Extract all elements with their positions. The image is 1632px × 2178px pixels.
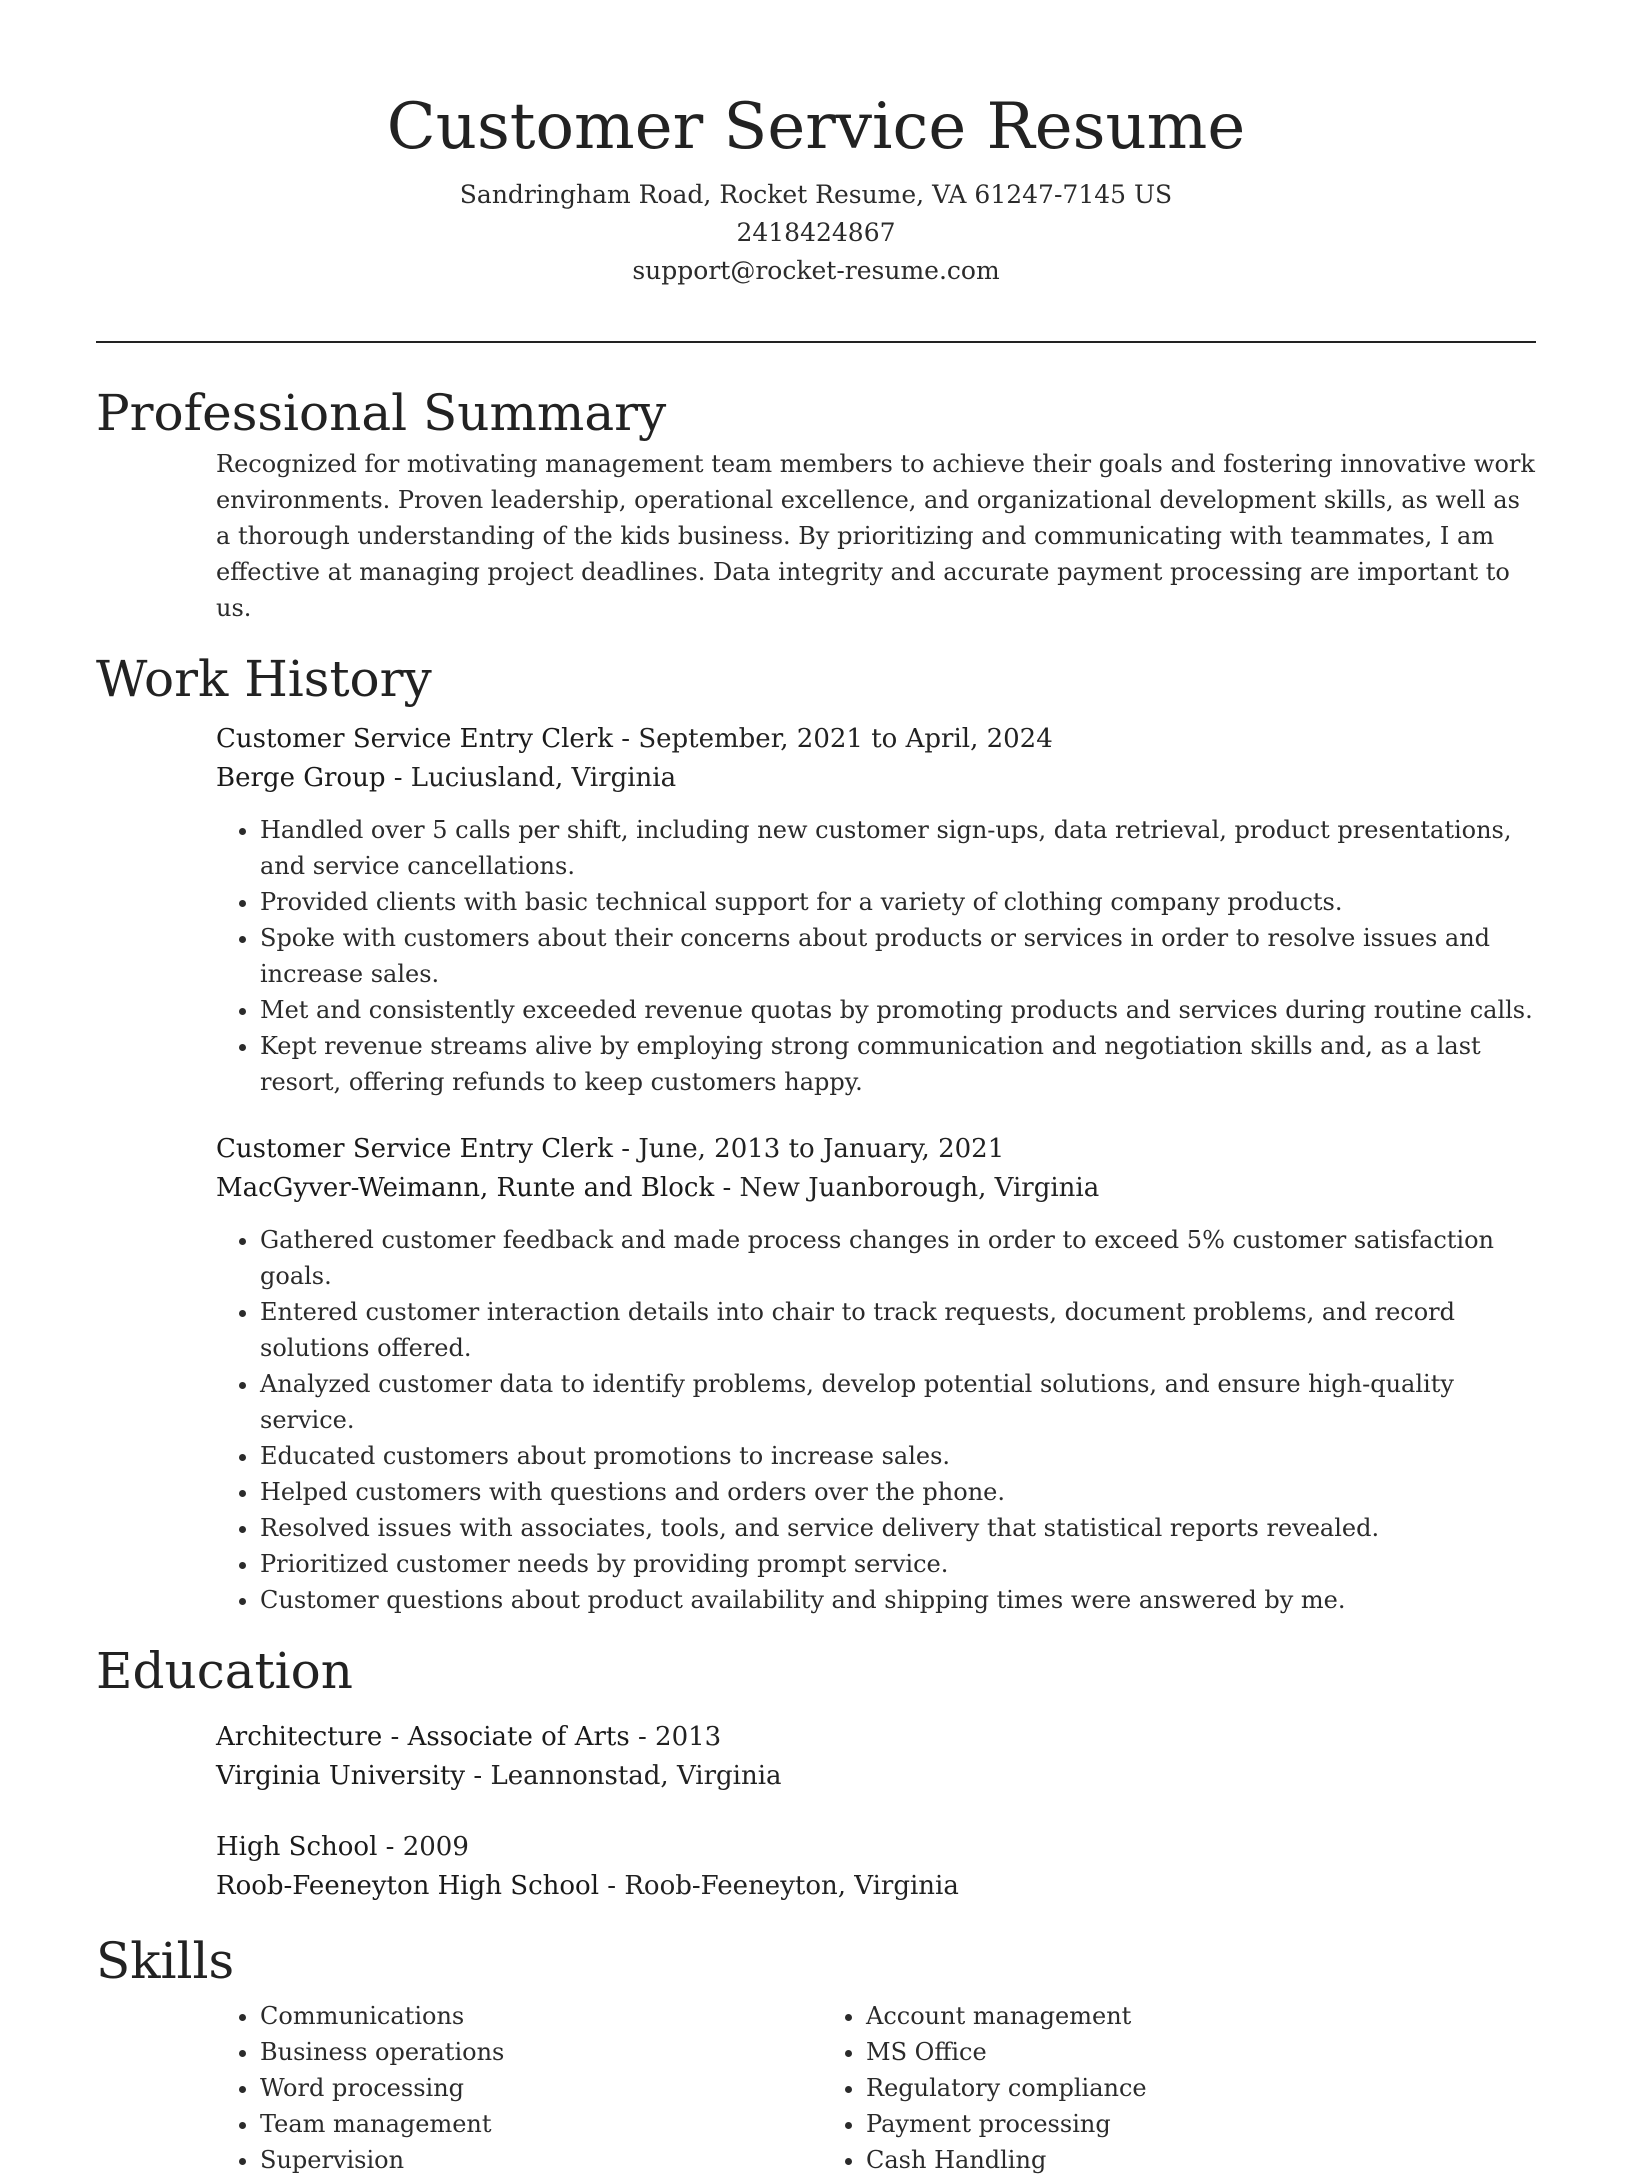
skill-item: • Supervision [260,2142,822,2178]
job-location: New Juanborough, Virginia [739,1173,1100,1203]
skills-list-right [822,1998,1428,2178]
job-title-line [216,1130,1536,1169]
job-entry [216,720,1536,1100]
education-degree-line [216,1828,1536,1867]
skill-item: • Payment processing [866,2106,1428,2142]
education-year: 2013 [655,1722,722,1752]
job-bullet: • Customer questions about product availability and shipping times were answered by me. [260,1582,1536,1618]
skills-heading: Skills [96,1932,235,1990]
job-company: MacGyver-Weimann, Runte and Block [216,1173,715,1203]
education-body [216,1718,1536,1906]
job-bullet: • Analyzed customer data to identify problems, develop potential solutions, and ensure high-quality service. [260,1366,1536,1438]
education-entry [216,1828,1536,1906]
job-bullet: • Handled over 5 calls per shift, including new customer sign-ups, data retrieval, product presentations, and service cancellations. [260,812,1536,884]
resume-content [96,380,1536,2178]
work-history-section [96,646,1536,1618]
resume-title: Customer Service Resume [386,90,1246,164]
job-bullet: • Helped customers with questions and orders over the phone. [260,1474,1536,1510]
separator: - [613,1134,639,1164]
summary-heading: Professional Summary [96,384,667,442]
separator: - [714,1173,740,1203]
job-dates: June, 2013 to January, 2021 [638,1134,1005,1164]
job-entry [216,1130,1536,1618]
email-text: support@rocket-resume.com [632,256,1000,285]
job-bullet: • Provided clients with basic technical support for a variety of clothing company products. [260,884,1536,920]
education-section [96,1638,1536,1906]
job-company: Berge Group [216,763,386,793]
skill-item: • Word processing [260,2070,822,2106]
education-year: 2009 [402,1832,469,1862]
separator: - [377,1832,403,1862]
job-title: Customer Service Entry Clerk [216,1134,613,1164]
skills-list-left [216,1998,822,2178]
skill-item: • Business operations [260,2034,822,2070]
job-bullet: • Kept revenue streams alive by employing strong communication and negotiation skills and, as a last resort, offering refunds to keep customers happy. [260,1028,1536,1100]
skills-columns [216,1998,1536,2178]
separator: - [385,763,411,793]
job-location: Luciusland, Virginia [410,763,677,793]
job-bullet: • Met and consistently exceeded revenue quotas by promoting products and services during routine calls. [260,992,1536,1028]
education-school: Roob-Feeneyton High School [216,1871,600,1901]
skill-item: • Account management [866,1998,1428,2034]
skill-item: • Regulatory compliance [866,2070,1428,2106]
education-location: Leannonstad, Virginia [490,1761,782,1791]
job-bullet: • Spoke with customers about their concerns about products or services in order to resolve issues and increase sales. [260,920,1536,992]
skill-item: • Cash Handling [866,2142,1428,2178]
contact-info [96,176,1536,290]
education-school-line [216,1757,1536,1796]
education-field: Architecture [216,1722,383,1752]
separator: - [465,1761,491,1791]
education-degree-line [216,1718,1536,1757]
skills-body [216,1998,1536,2178]
header-divider [96,341,1536,343]
job-company-line [216,1169,1536,1208]
address-text: Sandringham Road, Rocket Resume, VA 61247-7145 US [459,180,1173,209]
job-title: Customer Service Entry Clerk [216,724,613,754]
job-bullet: • Prioritized customer needs by providing prompt service. [260,1546,1536,1582]
separator: - [382,1722,408,1752]
separator: - [599,1871,625,1901]
job-title-line [216,720,1536,759]
education-heading: Education [96,1642,353,1700]
work-history-body [216,720,1536,1618]
summary-text: Recognized for motivating management team members to achieve their goals and fostering innovative work environments. Proven leadership, operational excellence, and organizational development skills, as well as a thorough understanding of the kids business. By prioritizing and communicating with teammates, I am effective at managing project deadlines. Data integrity and accurate payment processing are important to us. [216,450,1535,622]
summary-body [216,446,1536,626]
phone-text: 2418424867 [736,218,896,247]
skills-section [96,1928,1536,2178]
job-bullet: • Gathered customer feedback and made process changes in order to exceed 5% customer satisfaction goals. [260,1222,1536,1294]
separator: - [629,1722,656,1752]
job-bullet-list [216,812,1536,1100]
work-history-heading: Work History [96,650,432,708]
job-bullet-list [216,1222,1536,1618]
job-company-line [216,759,1536,798]
education-field: High School [216,1832,378,1862]
skill-item: • Communications [260,1998,822,2034]
job-bullet: • Educated customers about promotions to increase sales. [260,1438,1536,1474]
job-dates: September, 2021 to April, 2024 [638,724,1053,754]
education-school-line [216,1867,1536,1906]
job-bullet: • Entered customer interaction details into chair to track requests, document problems, and record solutions offered. [260,1294,1536,1366]
education-location: Roob-Feeneyton, Virginia [624,1871,959,1901]
summary-section [96,380,1536,626]
separator: - [613,724,639,754]
education-school: Virginia University [216,1761,466,1791]
job-bullet: • Resolved issues with associates, tools, and service delivery that statistical reports revealed. [260,1510,1536,1546]
skill-item: • Team management [260,2106,822,2142]
skill-item: • MS Office [866,2034,1428,2070]
education-degree: Associate of Arts [407,1722,630,1752]
resume-header [96,86,1536,290]
education-entry [216,1718,1536,1796]
